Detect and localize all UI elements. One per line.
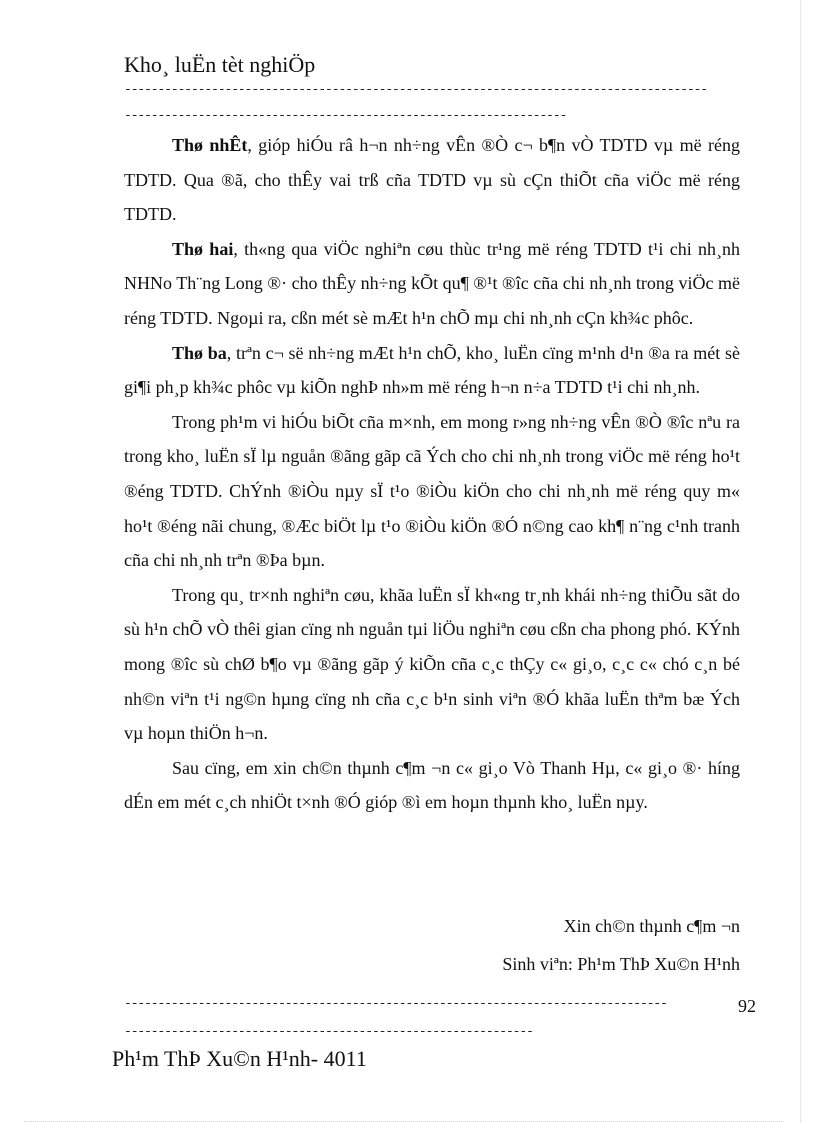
paragraph-thanks: Sau cïng, em xin ch©n thµnh c¶m ¬n c« gi¸o Vò Thanh Hµ, c« gi¸o ®· híng dÉn em mét c¸ch nhiÖt t×nh ®Ó gióp ®ì em hoµn thµnh kho¸ luËn nµy.	[124, 757, 740, 813]
second-text: , th«ng qua viÖc nghiªn cøu thùc tr¹ng më réng TDTD t¹i chi nh¸nh NHNo Th¨ng Long ®· cho thÊy nh÷ng kÕt qu¶ ®¹t ®îc cña chi nh¸nh trong viÖc më réng TDTD. Ngoµi ra, cßn mét sè mÆt h¹n chÕ mµ chi nh¸nh cÇn kh¾c phôc.	[124, 238, 740, 328]
page-number: 92	[738, 996, 756, 1016]
footer-rule: ---------------------------------------------------------------------------------	[124, 996, 667, 1011]
footer-rule-continuation: -------------------------------------------------------------	[124, 1024, 533, 1039]
second-label: Thø hai	[172, 238, 234, 259]
paragraph-third	[124, 336, 740, 405]
paragraph-limitations: Trong qu¸ tr×nh nghiªn cøu, khãa luËn sÏ kh«ng tr¸nh khái nh÷ng thiÕu sãt do sù h¹n chÕ vÒ thêi gian cïng nh nguån tµi liÖu nghiªn cøu cßn cha phong phó. KÝnh mong ®îc sù chØ b¶o vµ ®ãng gãp ý kiÕn cña c¸c thÇy c« gi¸o, c¸c c« chó c¸n bé nh©n viªn t¹i ng©n hµng cïng nh cña c¸c b¹n sinh viªn ®Ó khãa luËn thªm bæ Ých vµ hoµn thiÖn h¬n.	[124, 584, 740, 744]
conclusion-body	[124, 128, 740, 820]
paragraph-second	[124, 232, 740, 336]
header-rule-continuation: ------------------------------------------------------------------	[124, 108, 567, 123]
footer-author: Ph¹m ThÞ Xu©n H¹nh- 4011	[112, 1046, 367, 1071]
thanks-line: Xin ch©n thµnh c¶m ¬n	[563, 916, 740, 936]
page-edge-bottom	[24, 1121, 784, 1122]
header-rule: ---------------------------------------------------------------------------------------	[124, 82, 708, 97]
paragraph-scope: Trong ph¹m vi hiÓu biÕt cña m×nh, em mong r»ng nh÷ng vÊn ®Ò ®îc nªu ra trong kho¸ luËn sÏ lµ nguån ®ãng gãp cã Ých cho chi nh¸nh trong viÖc më réng ho¹t ®éng TDTD. ChÝnh ®iÒu nµy sÏ t¹o ®iÒu kiÖn cho chi nh¸nh më réng quy m« ho¹t ®éng nãi chung, ®Æc biÖt lµ t¹o ®iÒu kiÖn ®Ó n©ng cao kh¶ n¨ng c¹nh tranh cña chi nh¸nh trªn ®Þa bµn.	[124, 411, 740, 571]
student-signature: Sinh viªn: Ph¹m ThÞ Xu©n H¹nh	[502, 954, 740, 974]
header-title: Kho¸ luËn tèt nghiÖp	[124, 52, 316, 77]
page-edge-right	[800, 0, 801, 1123]
paragraph-first	[124, 128, 740, 232]
first-label: Thø nhÊt	[172, 135, 248, 155]
first-text: , gióp hiÓu râ h¬n nh÷ng vÊn ®Ò c¬ b¶n vÒ TDTD vµ më réng TDTD. Qua ®ã, cho thÊy vai trß cña TDTD vµ sù cÇn thiÕt cña viÖc më réng TDTD.	[124, 135, 740, 225]
third-label: Thø ba	[172, 342, 227, 363]
third-text: , trªn c¬ së nh÷ng mÆt h¹n chÕ, kho¸ luËn cïng m¹nh d¹n ®a ra mét sè gi¶i ph¸p kh¾c phôc vµ kiÕn nghÞ nh»m më réng h¬n n÷a TDTD t¹i chi nh¸nh.	[124, 342, 740, 398]
